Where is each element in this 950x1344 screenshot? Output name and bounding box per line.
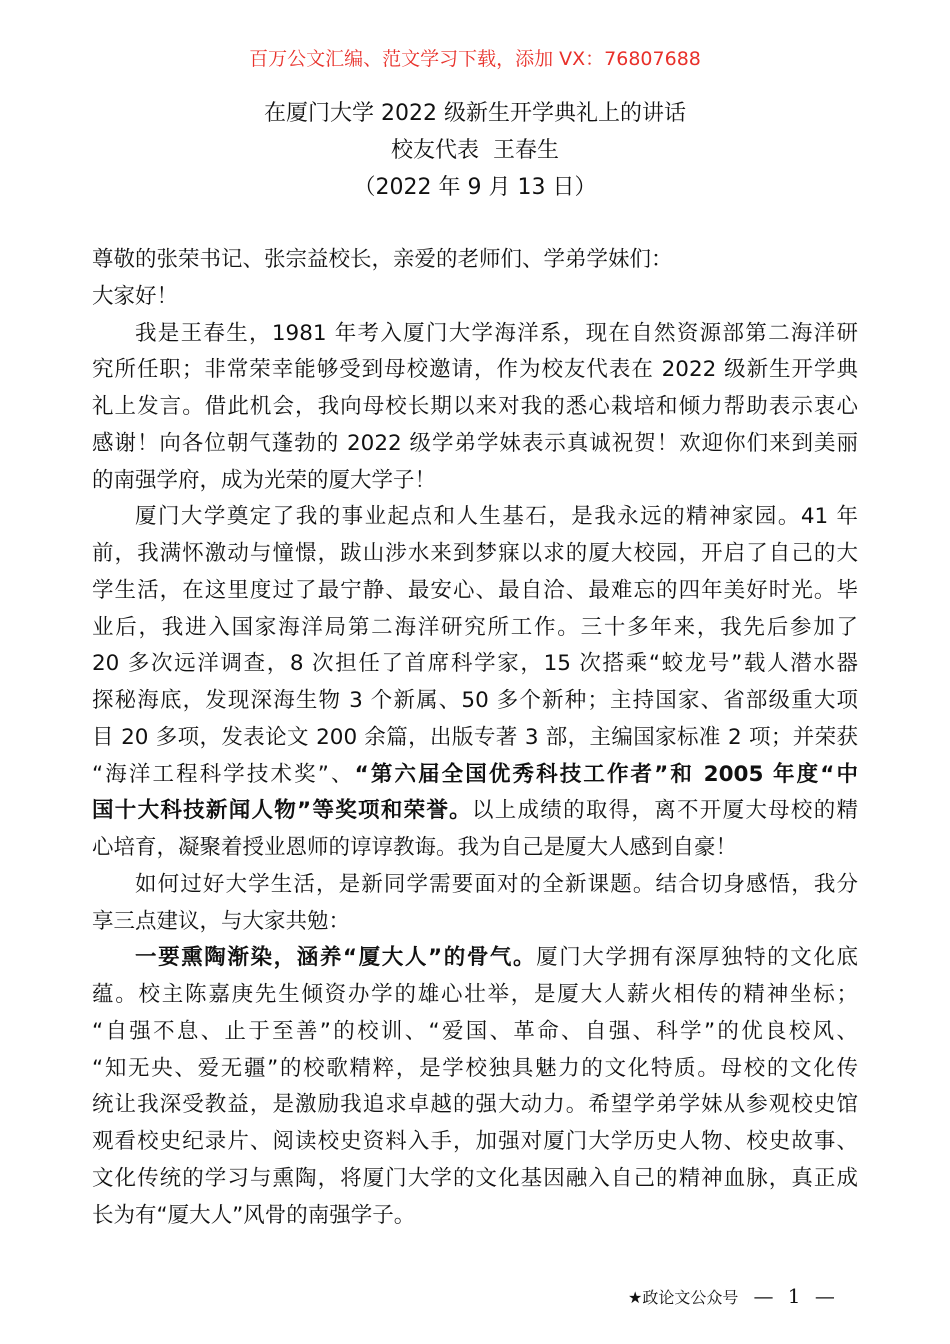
paragraph-line xyxy=(92,499,858,536)
text-run: 究所任职；非常荣幸能够受到母校邀请，作为校友代表在 2022 级新生开学典 xyxy=(92,357,858,383)
speaker-line: 校友代表 王春生 xyxy=(391,138,559,163)
paragraph-line xyxy=(92,867,858,904)
paragraph-line xyxy=(92,610,858,647)
paragraph-line xyxy=(92,426,858,463)
text-run: 文化传统的学习与熏陶，将厦门大学的文化基因融入自己的精神血脉，真正成 xyxy=(92,1165,858,1191)
paragraph-line xyxy=(92,1198,858,1235)
text-run: “知无央、爱无疆”的校歌精粹，是学校独具魅力的文化特质。母校的文化传 xyxy=(92,1055,858,1081)
text-run: 我是王春生，1981 年考入厦门大学海洋系，现在自然资源部第二海洋研 xyxy=(135,320,858,346)
text-run: 尊敬的张荣书记、张宗益校长，亲爱的老师们、学弟学妹们： xyxy=(92,247,673,272)
text-run: 学生活，在这里度过了最宁静、最安心、最自洽、最难忘的四年美好时光。毕 xyxy=(92,577,858,603)
title-block xyxy=(0,95,950,206)
footer-source: ★政论文公众号 xyxy=(628,1288,739,1307)
page-footer xyxy=(628,1282,839,1312)
paragraph-line xyxy=(92,1124,858,1161)
text-run: 享三点建议，与大家共勉： xyxy=(92,908,351,934)
paragraph-line xyxy=(92,940,858,977)
bold-text: 国十大科技新闻人物”等奖项和荣誉。 xyxy=(92,798,472,824)
watermark-banner: 百万公文汇编、范文学习下载，添加 VX：76807688 xyxy=(249,48,701,70)
text-run: 大家好！ xyxy=(92,283,179,309)
text-run: 前，我满怀激动与憧憬，跋山涉水来到梦寐以求的厦大校园，开启了自己的大 xyxy=(92,541,858,566)
paragraph-line xyxy=(92,279,858,316)
text-run: 心培育，凝聚着授业恩师的谆谆教诲。我为自己是厦大人感到自豪！ xyxy=(92,835,738,860)
paragraph-line xyxy=(92,1161,858,1198)
paragraph-line xyxy=(92,830,858,867)
text-run: 探秘海底，发现深海生物 3 个新属、50 多个新种；主持国家、省部级重大项 xyxy=(92,688,858,713)
paragraph-line xyxy=(92,757,858,794)
paragraph-line xyxy=(92,352,858,389)
text-run: 长为有“厦大人”风骨的南强学子。 xyxy=(92,1202,416,1228)
text-run: 的南强学府，成为光荣的厦大学子！ xyxy=(92,467,437,493)
paragraph-line xyxy=(92,904,858,941)
paragraph-line xyxy=(92,536,858,573)
text-run: 业后，我进入国家海洋局第二海洋研究所工作。三十多年来，我先后参加了 xyxy=(92,614,858,640)
bold-text: “第六届全国优秀科技工作者”和 2005 年度“中 xyxy=(354,761,859,787)
paragraph-line xyxy=(92,683,858,720)
bold-text: 一要熏陶渐染，涵养“厦大人”的骨气。 xyxy=(135,945,537,971)
text-run: 如何过好大学生活，是新同学需要面对的全新课题。结合切身感悟，我分 xyxy=(135,871,858,897)
speech-date: （2022 年 9 月 13 日） xyxy=(353,175,597,200)
text-run: 以上成绩的取得，离不开厦大母校的精 xyxy=(471,798,858,824)
paragraph-line xyxy=(92,573,858,610)
paragraph-line xyxy=(92,242,858,279)
text-run: 礼上发言。借此机会，我向母校长期以来对我的悉心栽培和倾力帮助表示衷心 xyxy=(92,394,858,419)
text-run: 厦门大学拥有深厚独特的文化底 xyxy=(536,945,858,971)
paragraph-line xyxy=(92,316,858,353)
text-run: 厦门大学奠定了我的事业起点和人生基石，是我永远的精神家园。41 年 xyxy=(135,504,858,530)
text-run: 感谢！向各位朝气蓬勃的 2022 级学弟学妹表示真诚祝贺！欢迎你们来到美丽 xyxy=(92,430,858,456)
paragraph-line xyxy=(92,463,858,500)
text-run: “自强不息、止于至善”的校训、“爱国、革命、自强、科学”的优良校风、 xyxy=(92,1018,858,1044)
speech-title: 在厦门大学 2022 级新生开学典礼上的讲话 xyxy=(264,101,686,126)
text-run: “海洋工程科学技术奖”、 xyxy=(92,761,355,787)
paragraph-line xyxy=(92,1051,858,1088)
document-body xyxy=(92,242,858,1234)
paragraph-line xyxy=(92,646,858,683)
text-run: 20 多次远洋调查，8 次担任了首席科学家，15 次搭乘“蛟龙号”载人潜水器 xyxy=(92,651,858,677)
paragraph-line xyxy=(92,389,858,426)
paragraph-line xyxy=(92,977,858,1014)
text-run: 统让我深受教益，是激励我追求卓越的强大动力。希望学弟学妹从参观校史馆 xyxy=(92,1092,858,1118)
paragraph-line xyxy=(92,793,858,830)
paragraph-line xyxy=(92,1087,858,1124)
paragraph-line xyxy=(92,720,858,757)
text-run: 目 20 多项，发表论文 200 余篇，出版专著 3 部，主编国家标准 2 项；并荣获 xyxy=(92,724,858,750)
page-number: — 1 — xyxy=(753,1284,839,1308)
text-run: 蕴。校主陈嘉庚先生倾资办学的雄心壮举，是厦大人薪火相传的精神坐标； xyxy=(92,982,858,1007)
paragraph-line xyxy=(92,1014,858,1051)
text-run: 观看校史纪录片、阅读校史资料入手，加强对厦门大学历史人物、校史故事、 xyxy=(92,1129,858,1154)
